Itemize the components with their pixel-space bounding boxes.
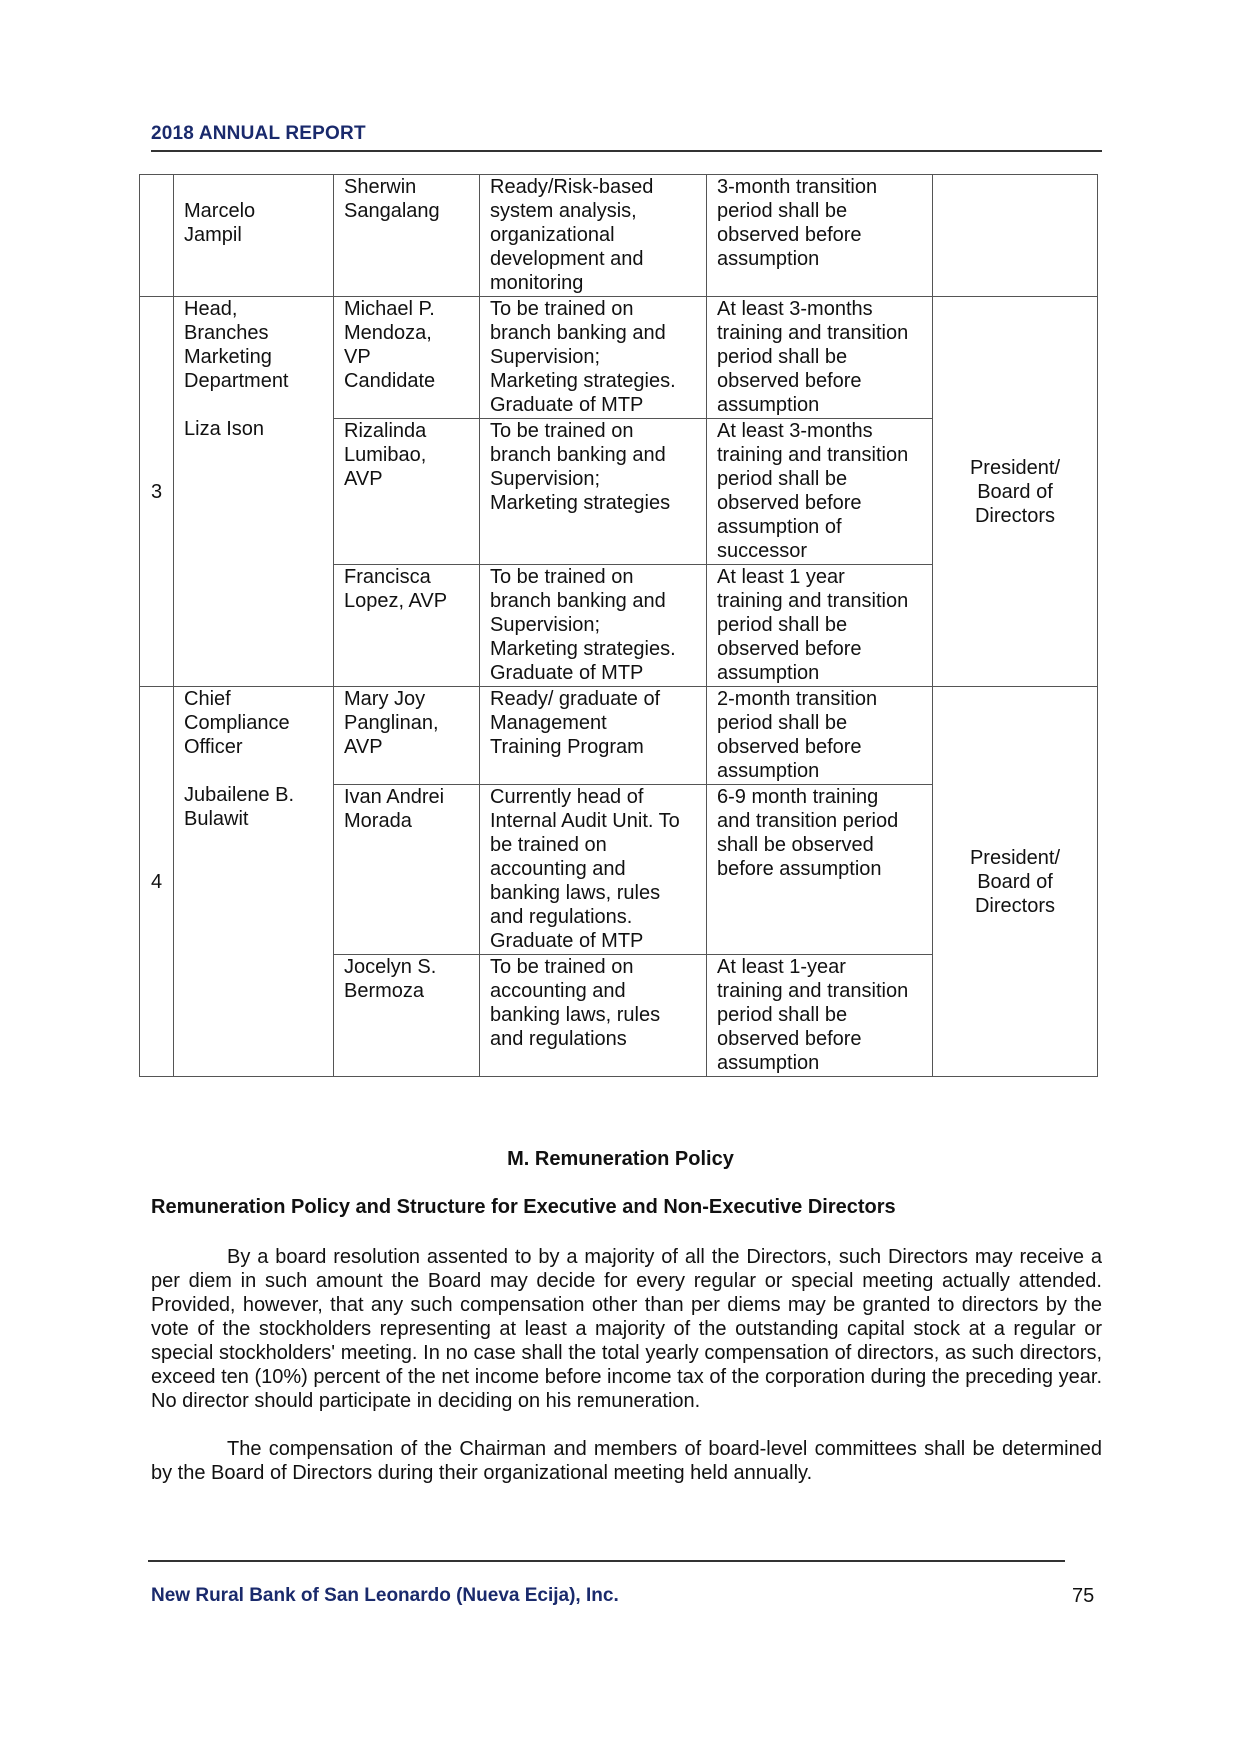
transition-text: At least 1 year training and transition period shall be observed before assumption — [717, 566, 909, 684]
readiness-text: To be trained on branch banking and Supervision; Marketing strategies. Graduate of MTP — [490, 566, 676, 684]
transition-text: At least 1-year training and transition period shall be observed before assumption — [717, 956, 909, 1074]
header-divider — [151, 150, 1102, 152]
readiness-cell — [480, 955, 707, 1077]
readiness-cell — [480, 687, 707, 785]
transition-cell — [707, 175, 933, 297]
readiness-cell — [480, 175, 707, 297]
section-heading: M. Remuneration Policy — [507, 1148, 734, 1170]
approver-cell — [933, 297, 1098, 687]
table-row — [140, 687, 1098, 785]
successor-cell — [334, 297, 480, 419]
successor-text: Sherwin Sangalang — [344, 176, 440, 222]
successor-text: Ivan Andrei Morada — [344, 786, 445, 832]
successor-text: Francisca Lopez, AVP — [344, 566, 448, 612]
position-text: Head, Branches Marketing Department Liza Ison — [184, 298, 289, 440]
readiness-text: Currently head of Internal Audit Unit. To be trained on accounting and banking laws, rules and regulations. Graduate of MTP — [490, 786, 680, 952]
transition-cell — [707, 955, 933, 1077]
transition-text: 3-month transition period shall be observed before assumption — [717, 176, 878, 270]
page-number: 75 — [1072, 1585, 1095, 1607]
approver-cell — [933, 175, 1098, 297]
row-number: 3 — [151, 480, 163, 503]
position-cell — [174, 175, 334, 297]
section-subheading: Remuneration Policy and Structure for Executive and Non-Executive Directors — [151, 1196, 896, 1218]
readiness-cell — [480, 565, 707, 687]
approver-text: President/ Board of Directors — [969, 456, 1061, 527]
successor-cell — [334, 175, 480, 297]
position-text: Chief Compliance Officer Jubailene B. Bulawit — [184, 688, 295, 830]
readiness-text: To be trained on branch banking and Supervision; Marketing strategies. Graduate of MTP — [490, 298, 676, 416]
transition-text: At least 3-months training and transition period shall be observed before assumption of successor — [717, 420, 909, 562]
approver-cell — [933, 687, 1098, 1077]
footer-divider — [148, 1560, 1065, 1562]
position-cell — [174, 687, 334, 1077]
succession-table — [139, 174, 1098, 1077]
successor-cell — [334, 955, 480, 1077]
position-cell — [174, 297, 334, 687]
row-number-cell — [140, 297, 174, 687]
readiness-text: Ready/ graduate of Management Training Program — [490, 688, 661, 758]
table-row — [140, 175, 1098, 297]
successor-cell — [334, 687, 480, 785]
row-number-cell — [140, 175, 174, 297]
successor-text: Rizalinda Lumibao, AVP — [344, 420, 427, 490]
approver-text: President/ Board of Directors — [969, 846, 1061, 917]
transition-cell — [707, 419, 933, 565]
successor-cell — [334, 565, 480, 687]
transition-text: 6-9 month training and transition period shall be observed before assumption — [717, 786, 899, 880]
transition-cell — [707, 565, 933, 687]
readiness-text: To be trained on accounting and banking laws, rules and regulations — [490, 956, 661, 1050]
transition-cell — [707, 785, 933, 955]
readiness-text: To be trained on branch banking and Supervision; Marketing strategies — [490, 420, 671, 514]
body-paragraph: The compensation of the Chairman and members of board-level committees shall be determined by the Board of Directors during their organizational meeting held annually. — [151, 1438, 1102, 1484]
successor-cell — [334, 419, 480, 565]
successor-cell — [334, 785, 480, 955]
successor-text: Mary Joy Panglinan, AVP — [344, 688, 439, 758]
readiness-cell — [480, 297, 707, 419]
body-paragraph: By a board resolution assented to by a majority of all the Directors, such Directors may receive a per diem in such amount the Board may decide for every regular or special meeting actually attended. Provided, however, that any such compensation other than per diems may be granted to directors by the vote of the stockholders representing at least a majority of the outstanding capital stock at a regular or special stockholders' meeting. In no case shall the total yearly compensation of directors, as such directors, exceed ten (10%) percent of the net income before income tax of the corporation during the preceding year. No director should participate in deciding on his remuneration. — [151, 1246, 1102, 1412]
row-number: 4 — [151, 870, 163, 893]
readiness-cell — [480, 785, 707, 955]
transition-text: 2-month transition period shall be observed before assumption — [717, 688, 878, 782]
transition-cell — [707, 297, 933, 419]
readiness-text: Ready/Risk-based system analysis, organizational development and monitoring — [490, 176, 654, 294]
footer-company-name: New Rural Bank of San Leonardo (Nueva Ecija), Inc. — [151, 1585, 619, 1606]
readiness-cell — [480, 419, 707, 565]
report-header-title: 2018 ANNUAL REPORT — [151, 123, 366, 144]
table-row — [140, 297, 1098, 419]
transition-text: At least 3-months training and transition period shall be observed before assumption — [717, 298, 909, 416]
position-text: Marcelo Jampil — [184, 200, 256, 246]
transition-cell — [707, 687, 933, 785]
successor-text: Michael P. Mendoza, VP Candidate — [344, 298, 436, 392]
successor-text: Jocelyn S. Bermoza — [344, 956, 437, 1002]
row-number-cell — [140, 687, 174, 1077]
